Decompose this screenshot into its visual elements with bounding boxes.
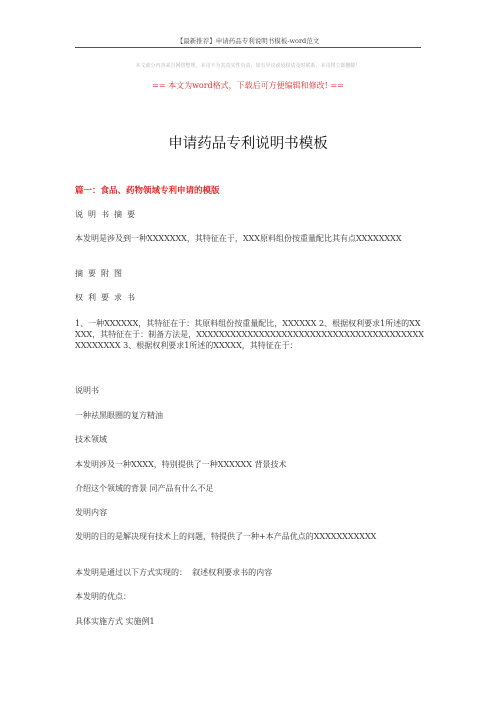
purpose-paragraph: 发明的目的是解决现有技术上的问题，特提供了一种+本产品优点的XXXXXXXXXXX <box>75 532 377 541</box>
header-divider <box>75 47 421 48</box>
word-format-notice: == 本文为word格式，下载后可方便编辑和修改! == <box>152 81 344 90</box>
abstract-paragraph: 本发明是涉及到一种XXXXXXX，其特征在于，XXX原料组份按重量配比其有点XXXXXXXX <box>75 234 402 243</box>
claims-paragraph: 1、一种XXXXXX，其特征在于：其原料组份按重量配比，XXXXXX 2、根据权利要求1所述的XXXXX，其特征在于：制备方法是，XXXXXXXXXXXXXXXXXXXXXXXXXXXXXXXXXXXXXXXXXXXXXXXX 3、根据权利要求1所述的XXXXX，其特征在于： <box>75 319 424 350</box>
page-header-title: 【最新推荐】申请药品专利说明书模板-word范文 <box>176 37 320 45</box>
summary-heading: 发明内容 <box>75 508 107 517</box>
claims-heading: 权利要求书 <box>75 293 140 302</box>
advantages-heading: 本发明的优点： <box>75 592 131 601</box>
description-heading: 说明书 <box>75 386 99 395</box>
technical-field-heading: 技术领域 <box>75 435 107 444</box>
implementation-paragraph: 本发明是通过以下方式实现的： 叙述权利要求书的内容 <box>75 568 273 577</box>
abstract-figure-heading: 摘要附图 <box>75 269 127 278</box>
embodiment-heading: 具体实施方式 实施例1 <box>75 617 155 626</box>
section-heading: 篇一：食品、药物领域专利申请的模版 <box>75 186 220 196</box>
document-title: 申请药品专利说明书模板 <box>168 136 328 152</box>
background-paragraph: 介绍这个领域的背景 同产品有什么不足 <box>75 484 214 493</box>
header-disclaimer: 本文部分内容来自网络整理，本司不为其真实性负责，如有异议或侵权请及时联系，本司将立即删除！ <box>135 63 361 69</box>
invention-name: 一种祛黑眼圈的复方精油 <box>75 411 163 420</box>
technical-field-paragraph: 本发明涉及一种XXXX，特别提供了一种XXXXXX 背景技术 <box>75 460 287 469</box>
abstract-heading: 说明书摘要 <box>75 210 140 219</box>
